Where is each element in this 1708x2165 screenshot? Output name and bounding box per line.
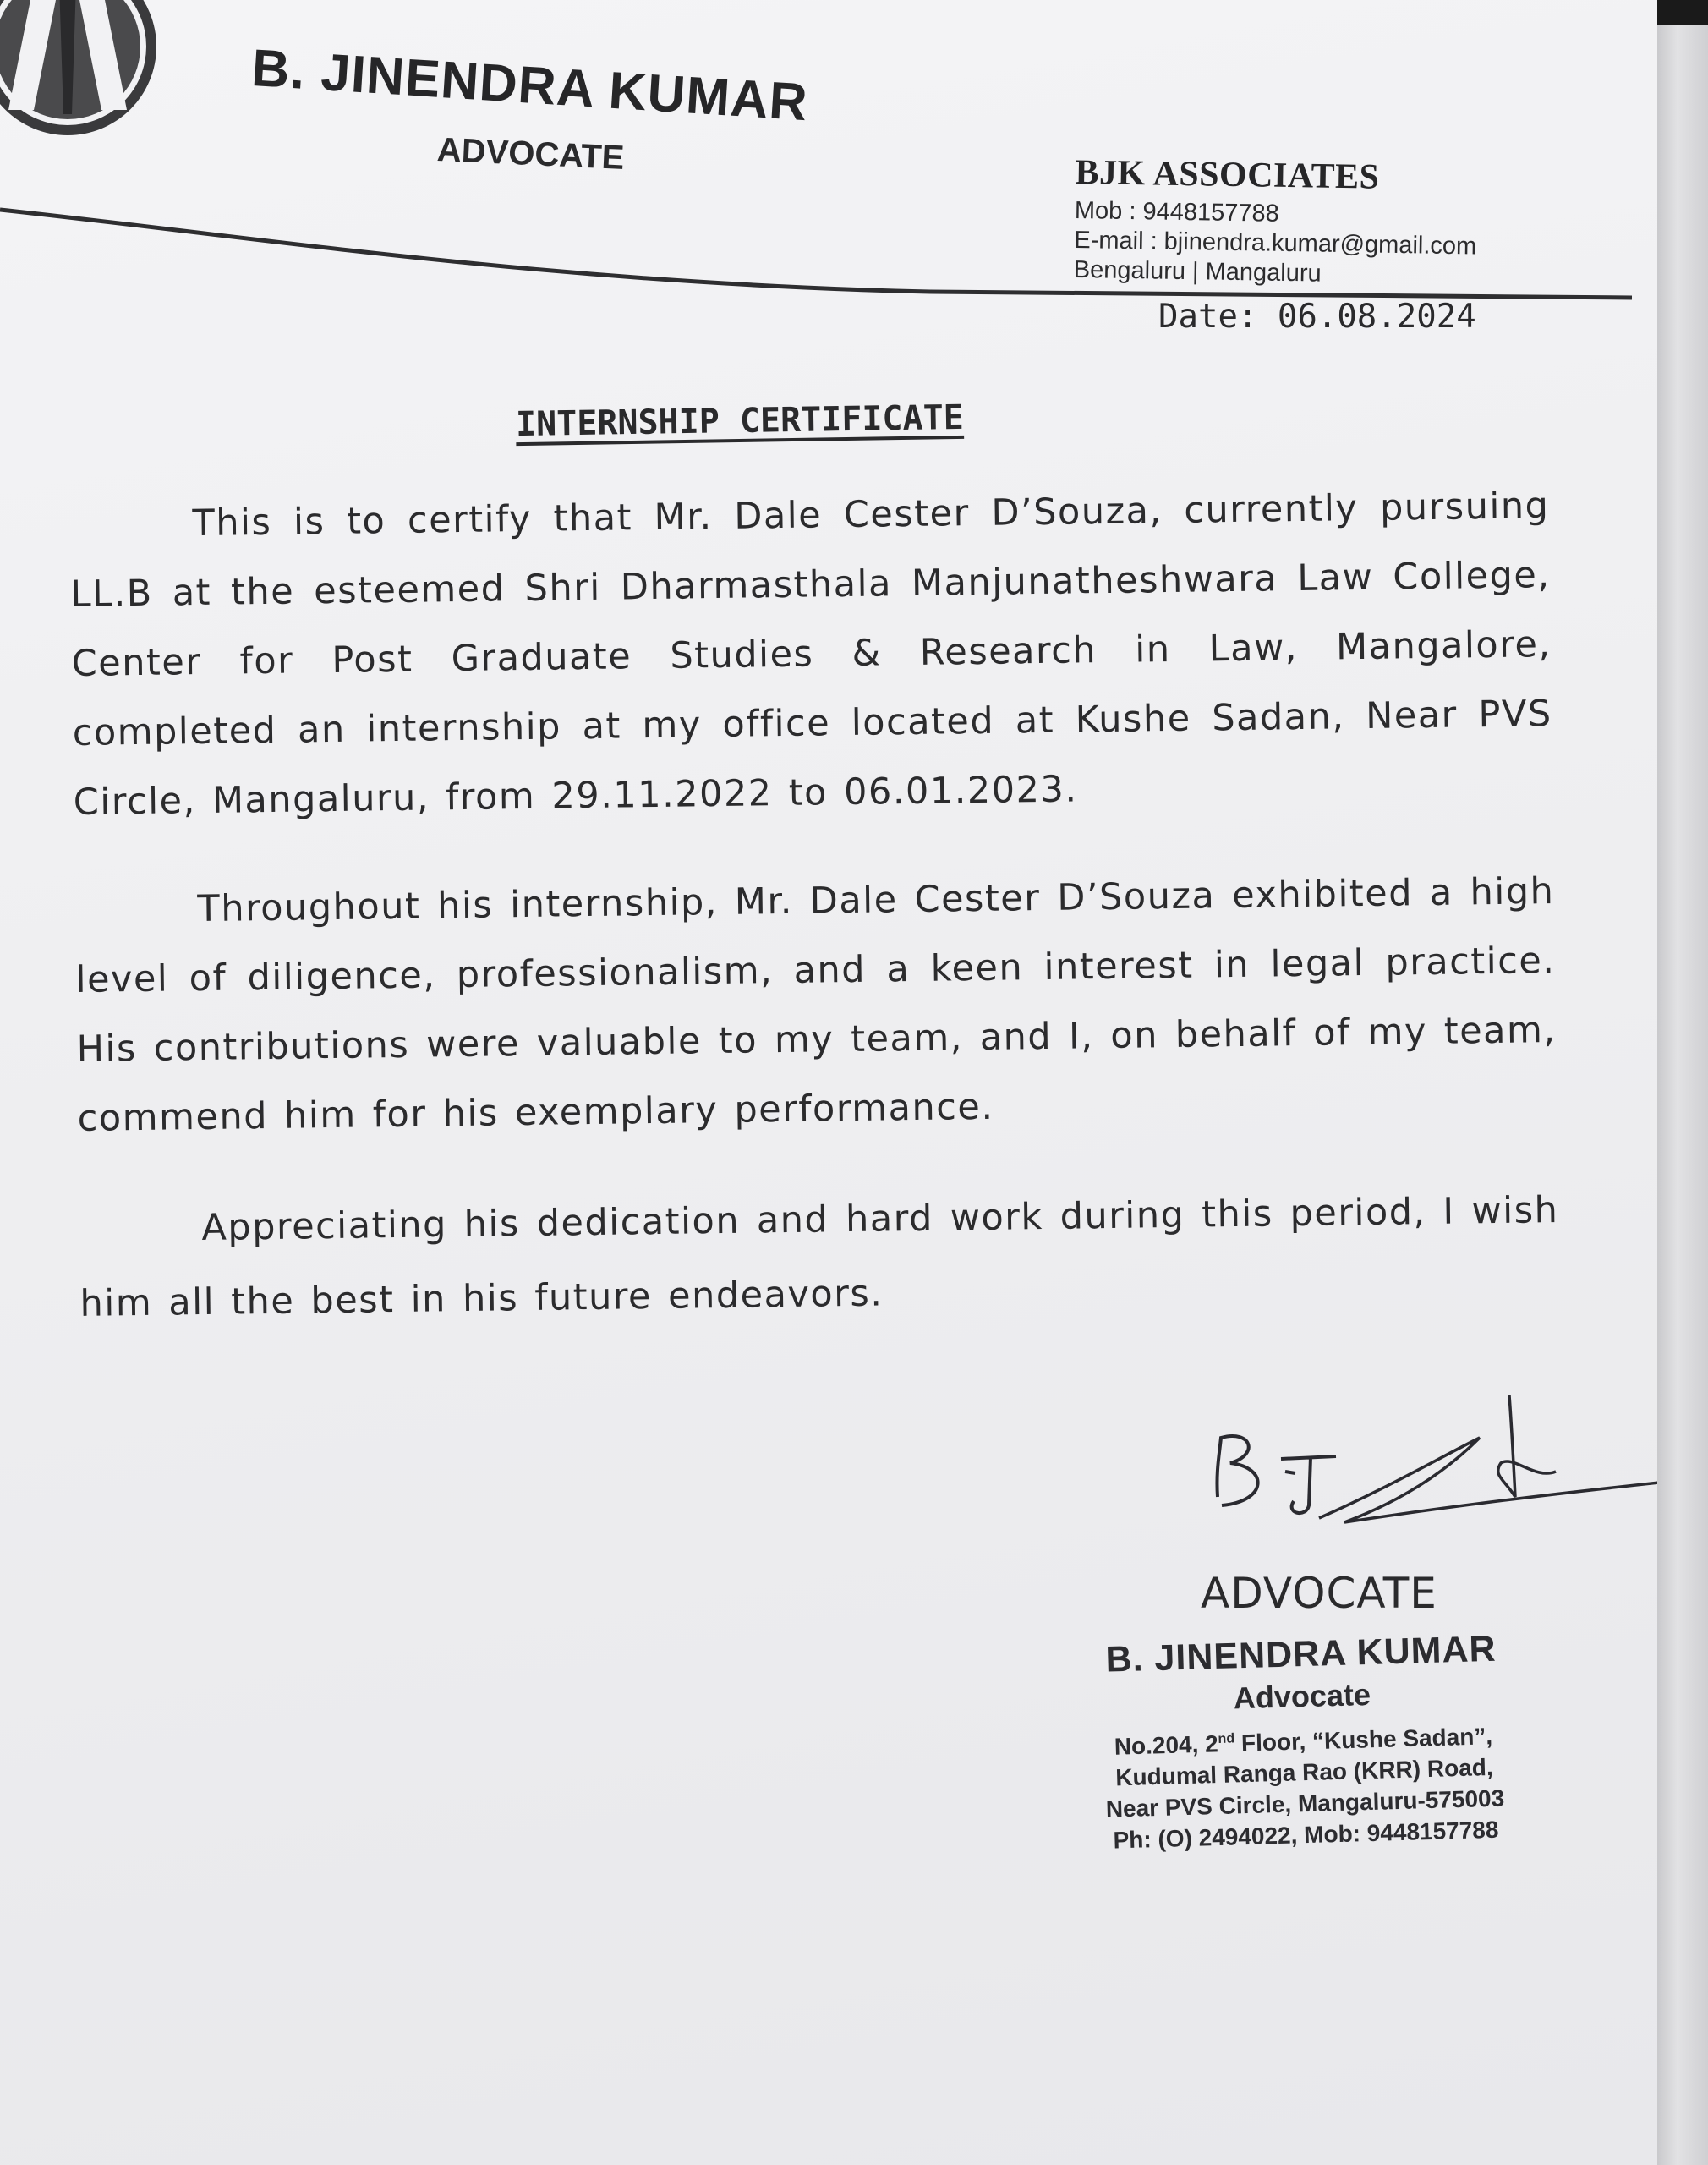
stamp-address-line-1: No.204, 2nd Floor, “Kushe Sadan”, (1114, 1723, 1493, 1760)
firm-mobile: Mob : 9448157788 (1074, 196, 1280, 227)
firm-locations: Bengaluru | Mangaluru (1073, 255, 1322, 288)
letterhead-role: ADVOCATE (436, 131, 626, 178)
dark-corner (1657, 0, 1708, 25)
body-paragraph-2: Throughout his internship, Mr. Dale Cester D’Souza exhibited a high level of diligence, professionalism, and a keen interest in legal practice. His contributions were valuable to my team, and I, on behalf of my team, commend him for his exemplary performance. (75, 870, 1557, 1140)
stamp-address-line-2: Kudumal Ranga Rao (KRR) Road, (1114, 1754, 1494, 1791)
handwritten-signature (1201, 1378, 1657, 1548)
advocate-emblem-icon (0, 0, 194, 152)
stamp-address-line-3: Near PVS Circle, Mangaluru-575003 (1105, 1784, 1505, 1823)
advocate-stamp (1064, 1627, 1543, 1857)
stamp-role: Advocate (1233, 1676, 1371, 1716)
letterhead-name: B. JINENDRA KUMAR (249, 38, 810, 133)
firm-email: E-mail : bjinendra.kumar@gmail.com (1074, 226, 1477, 260)
certificate-title: INTERNSHIP CERTIFICATE (515, 397, 965, 445)
body-paragraph-1: This is to certify that Mr. Dale Cester D’Souza, currently pursuing LL.B at the esteemed Shri Dharmasthala Manjunatheshwara Law College, Center for Post Graduate Studies & Research in Law, Mangalore, completed an internship at my office located at Kushe Sadan, Near PVS Circle, Mangaluru, from 29.11.2022 to 06.01.2023. (70, 485, 1552, 824)
stamp-address (1066, 1714, 1543, 1857)
body-paragraph-3: Appreciating his dedication and hard work during this period, I wish him all the best in his future endeavors. (79, 1189, 1559, 1325)
firm-name: BJK ASSOCIATES (1075, 152, 1380, 197)
certificate-body (69, 471, 1561, 1380)
signature-role: ADVOCATE (1201, 1569, 1437, 1618)
stamp-name: B. JINENDRA KUMAR (1104, 1628, 1497, 1680)
stamp-phone-line: Ph: (O) 2494022, Mob: 9448157788 (1113, 1817, 1499, 1854)
table-background-edge (1657, 0, 1708, 2165)
certificate-date: Date: 06.08.2024 (1158, 298, 1476, 336)
